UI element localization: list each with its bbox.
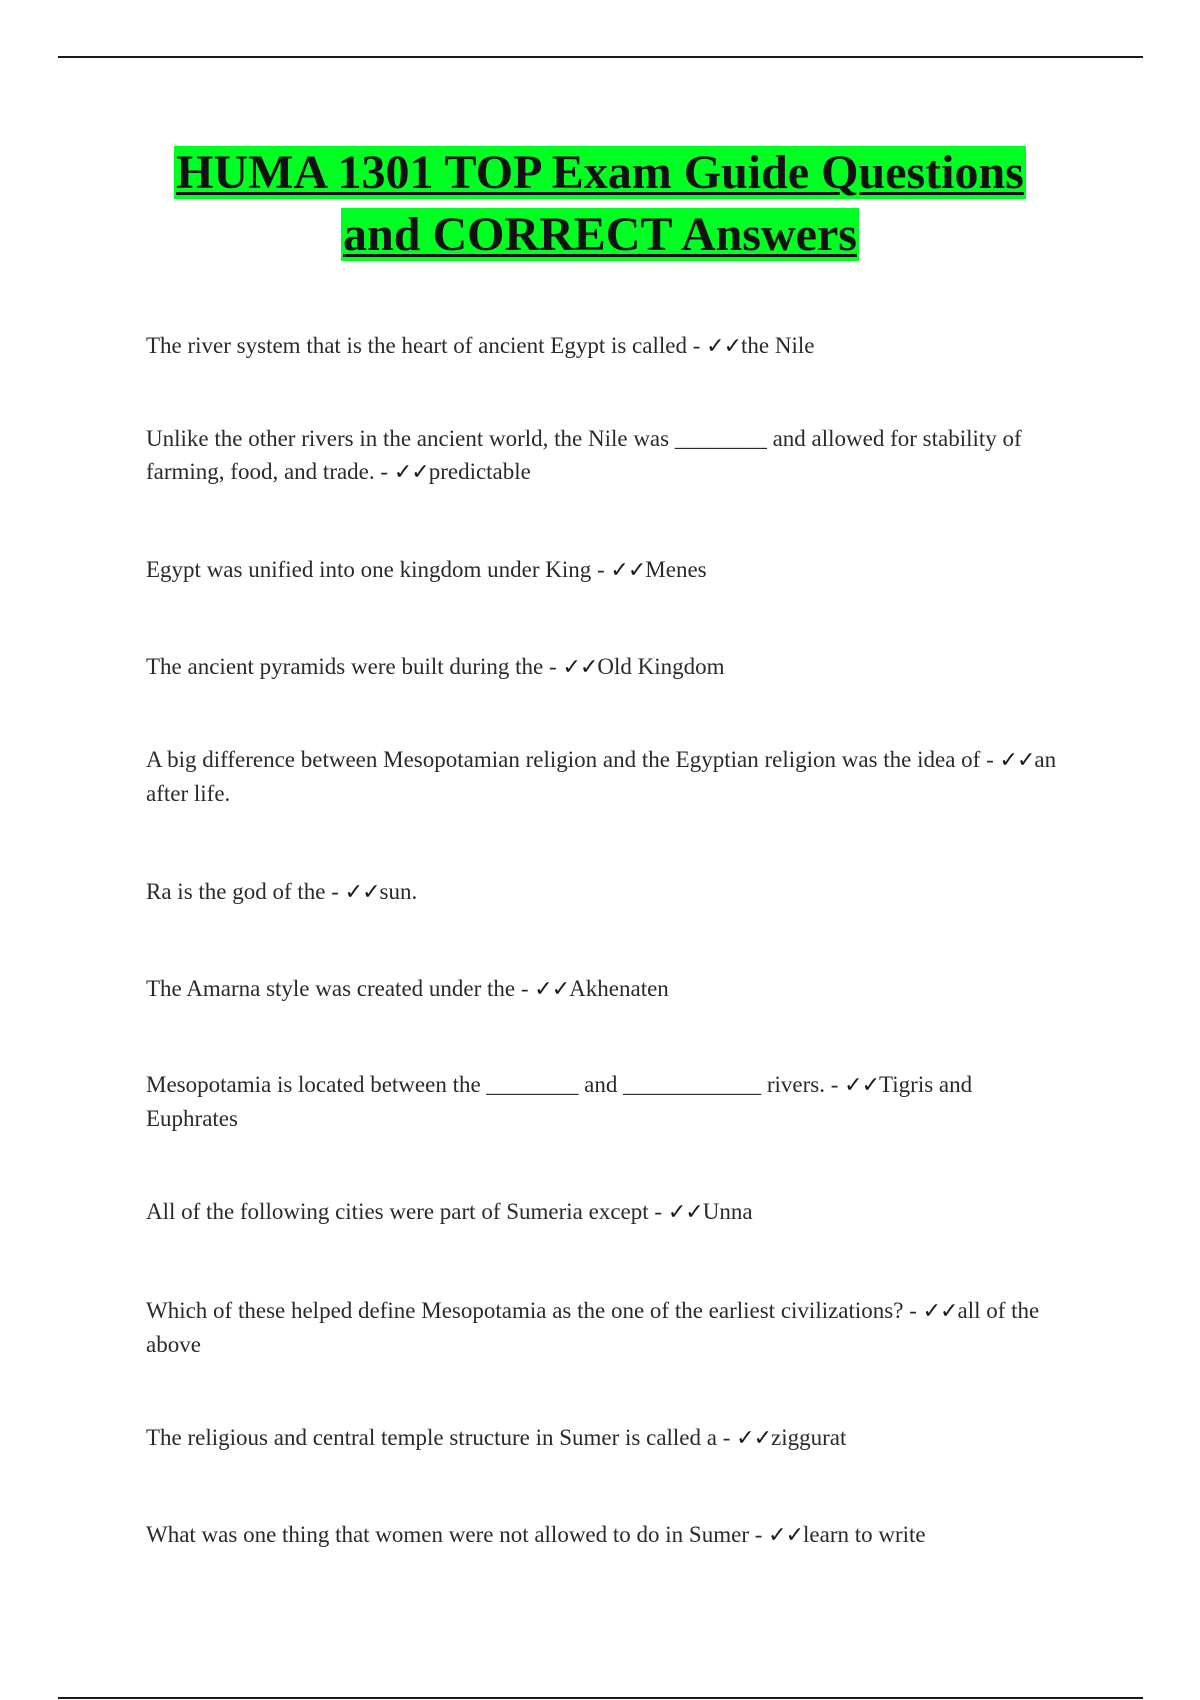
separator: - bbox=[543, 654, 563, 679]
separator: - bbox=[325, 879, 345, 904]
answer-text: Menes bbox=[645, 557, 707, 582]
qa-item bbox=[146, 422, 1066, 489]
qa-item bbox=[146, 875, 1066, 909]
qa-item bbox=[146, 1518, 1066, 1552]
double-check-icon: ✓✓ bbox=[610, 558, 646, 583]
qa-item bbox=[146, 972, 1066, 1006]
question-text: The ancient pyramids were built during the bbox=[146, 654, 544, 679]
qa-item bbox=[146, 329, 1066, 363]
separator: - bbox=[903, 1298, 923, 1323]
double-check-icon: ✓✓ bbox=[667, 1200, 703, 1225]
separator: - bbox=[648, 1199, 668, 1224]
qa-item bbox=[146, 1294, 1066, 1361]
title-line-2: and CORRECT Answers bbox=[343, 208, 857, 261]
answer-text: Akhenaten bbox=[569, 976, 669, 1001]
separator: - bbox=[686, 333, 707, 358]
answer-text: all of the above bbox=[146, 1298, 1040, 1357]
question-text: Ra is the god of the bbox=[146, 879, 326, 904]
answer-text: predictable bbox=[428, 459, 531, 484]
question-text: Mesopotamia is located between the ________ and ____________ rivers. bbox=[146, 1072, 825, 1097]
separator: - bbox=[591, 557, 611, 582]
answer-text: Tigris and Euphrates bbox=[146, 1072, 973, 1131]
double-check-icon: ✓✓ bbox=[562, 655, 598, 680]
answer-text: learn to write bbox=[803, 1522, 926, 1547]
double-check-icon: ✓✓ bbox=[922, 1299, 958, 1324]
separator: - bbox=[515, 976, 535, 1001]
separator: - bbox=[374, 459, 394, 484]
answer-text: an after life. bbox=[146, 747, 1057, 806]
answer-text: the Nile bbox=[741, 333, 815, 358]
separator: - bbox=[980, 747, 1000, 772]
separator: - bbox=[716, 1425, 737, 1450]
double-check-icon: ✓✓ bbox=[844, 1073, 880, 1098]
qa-item bbox=[146, 650, 1066, 684]
answer-text: ziggurat bbox=[771, 1425, 847, 1450]
qa-item bbox=[146, 1068, 1066, 1135]
document-title bbox=[174, 142, 1026, 266]
answer-text: Old Kingdom bbox=[597, 654, 725, 679]
question-text: The Amarna style was created under the bbox=[146, 976, 516, 1001]
double-check-icon: ✓✓ bbox=[393, 460, 429, 485]
answer-text: sun. bbox=[379, 879, 418, 904]
question-text: Egypt was unified into one kingdom under King bbox=[146, 557, 592, 582]
qa-item bbox=[146, 1195, 1066, 1229]
title-block bbox=[0, 142, 1200, 266]
answer-text: Unna bbox=[702, 1199, 753, 1224]
separator: - bbox=[748, 1522, 769, 1547]
qa-item bbox=[146, 1421, 1066, 1455]
question-text: The religious and central temple structure in Sumer is called a bbox=[146, 1425, 717, 1450]
question-text: All of the following cities were part of Sumeria except bbox=[146, 1199, 649, 1224]
qa-item bbox=[146, 553, 1066, 587]
double-check-icon: ✓✓ bbox=[534, 977, 570, 1002]
double-check-icon: ✓✓ bbox=[706, 334, 742, 359]
separator: - bbox=[825, 1072, 845, 1097]
question-text: The river system that is the heart of ancient Egypt is called bbox=[146, 333, 687, 358]
double-check-icon: ✓✓ bbox=[768, 1523, 804, 1548]
question-text: Which of these helped define Mesopotamia as the one of the earliest civilizations? bbox=[146, 1298, 904, 1323]
double-check-icon: ✓✓ bbox=[344, 880, 380, 905]
double-check-icon: ✓✓ bbox=[999, 748, 1035, 773]
bottom-rule bbox=[58, 1697, 1143, 1699]
question-text: What was one thing that women were not allowed to do in Sumer bbox=[146, 1522, 749, 1547]
double-check-icon: ✓✓ bbox=[736, 1426, 772, 1451]
qa-item bbox=[146, 743, 1066, 810]
title-line-1: HUMA 1301 TOP Exam Guide Questions bbox=[176, 146, 1024, 199]
top-rule bbox=[58, 56, 1143, 58]
question-text: A big difference between Mesopotamian religion and the Egyptian religion was the idea of bbox=[146, 747, 981, 772]
question-text: Unlike the other rivers in the ancient world, the Nile was ________ and allowed for stability of farming, food, and trade. bbox=[146, 426, 1022, 484]
